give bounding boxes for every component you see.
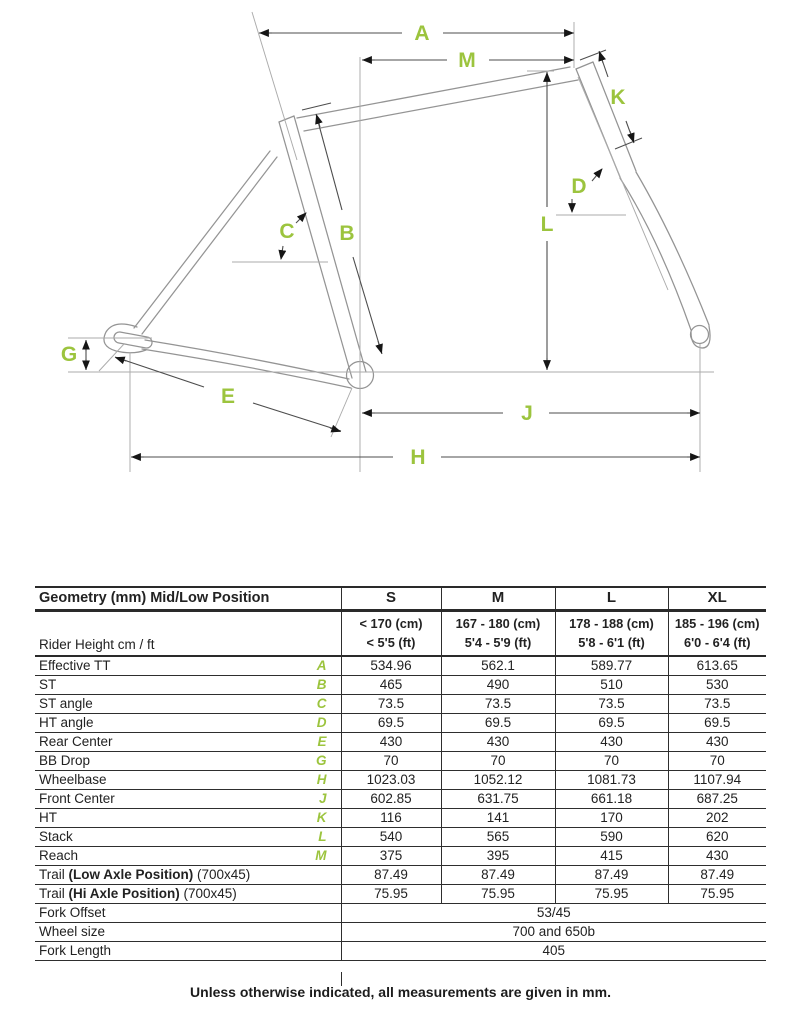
row-label-wrap bbox=[39, 887, 337, 902]
value-cell: 75.95 bbox=[341, 885, 441, 904]
rider-height-cell bbox=[341, 611, 441, 657]
value-cell: 565 bbox=[441, 828, 555, 847]
dim-label-e: E bbox=[220, 385, 236, 408]
row-label: Reach bbox=[39, 847, 79, 863]
table-row bbox=[35, 790, 766, 809]
row-label-cell bbox=[35, 733, 341, 752]
row-label-wrap bbox=[39, 830, 337, 845]
row-label: Rear Center bbox=[39, 733, 113, 749]
row-label: HT angle bbox=[39, 714, 94, 730]
value-cell: 70 bbox=[441, 752, 555, 771]
span-value-cell: 700 and 650b bbox=[341, 923, 766, 942]
value-cell: 590 bbox=[555, 828, 668, 847]
row-label: Front Center bbox=[39, 790, 115, 806]
row-label-cell bbox=[35, 714, 341, 733]
table-row bbox=[35, 885, 766, 904]
table-row bbox=[35, 866, 766, 885]
row-label: HT bbox=[39, 809, 57, 825]
value-cell: 562.1 bbox=[441, 656, 555, 676]
row-label-wrap bbox=[39, 868, 337, 883]
value-cell: 1081.73 bbox=[555, 771, 668, 790]
dim-stack bbox=[541, 72, 554, 370]
table-row bbox=[35, 676, 766, 695]
row-label-cell: Fork Offset bbox=[35, 904, 341, 923]
geometry-letter: K bbox=[316, 809, 327, 825]
row-label-cell bbox=[35, 676, 341, 695]
row-label-cell: Fork Length bbox=[35, 942, 341, 961]
value-cell: 70 bbox=[555, 752, 668, 771]
value-cell: 116 bbox=[341, 809, 441, 828]
row-label-wrap bbox=[39, 678, 337, 693]
row-label-cell bbox=[35, 790, 341, 809]
row-label: ST bbox=[39, 676, 57, 692]
geometry-letter: J bbox=[318, 790, 327, 806]
row-label bbox=[39, 868, 250, 883]
geometry-letter: E bbox=[317, 733, 327, 749]
value-cell: 430 bbox=[555, 733, 668, 752]
dim-front-center bbox=[362, 402, 700, 425]
size-header-l: L bbox=[555, 587, 668, 611]
rider-height-ft: 5'4 - 5'9 (ft) bbox=[464, 634, 532, 650]
value-cell: 375 bbox=[341, 847, 441, 866]
span-value-cell: 405 bbox=[341, 942, 766, 961]
dim-effective-tt bbox=[259, 22, 574, 45]
table-title: Geometry (mm) Mid/Low Position bbox=[35, 587, 341, 611]
row-label-suffix: (700x45) bbox=[179, 885, 237, 901]
table-row bbox=[35, 714, 766, 733]
value-cell: 70 bbox=[668, 752, 766, 771]
value-cell: 75.95 bbox=[668, 885, 766, 904]
value-cell: 69.5 bbox=[555, 714, 668, 733]
value-cell: 87.49 bbox=[668, 866, 766, 885]
row-label-cell bbox=[35, 809, 341, 828]
dim-head-tube bbox=[580, 50, 642, 149]
frame-outline bbox=[104, 62, 710, 389]
dim-label-k: K bbox=[610, 86, 626, 109]
span-value-cell: 53/45 bbox=[341, 904, 766, 923]
row-label: ST angle bbox=[39, 695, 93, 711]
dim-seat-tube bbox=[302, 103, 382, 354]
value-cell: 73.5 bbox=[441, 695, 555, 714]
row-label-wrap bbox=[39, 697, 337, 712]
value-cell: 534.96 bbox=[341, 656, 441, 676]
rider-height-label: Rider Height cm / ft bbox=[35, 611, 341, 657]
value-cell: 70 bbox=[341, 752, 441, 771]
row-label-prefix: Trail bbox=[39, 885, 69, 901]
dim-label-l: L bbox=[540, 213, 554, 236]
row-label-bold: (Low Axle Position) bbox=[68, 866, 194, 882]
dim-label-h: H bbox=[410, 446, 426, 469]
rider-height-cell bbox=[441, 611, 555, 657]
row-label: BB Drop bbox=[39, 752, 91, 768]
value-cell: 75.95 bbox=[555, 885, 668, 904]
dim-label-g: G bbox=[60, 343, 78, 366]
row-label-wrap bbox=[39, 754, 337, 769]
row-label: Effective TT bbox=[39, 657, 111, 673]
dim-st-angle bbox=[279, 213, 306, 259]
rider-height-cm: 185 - 196 (cm) bbox=[674, 615, 760, 631]
value-cell: 141 bbox=[441, 809, 555, 828]
row-label-wrap bbox=[39, 773, 337, 788]
geometry-letter: L bbox=[318, 828, 327, 844]
row-label-cell: Wheel size bbox=[35, 923, 341, 942]
table-row bbox=[35, 847, 766, 866]
rider-height-cell bbox=[555, 611, 668, 657]
geometry-letter: A bbox=[316, 657, 327, 673]
dim-label-a: A bbox=[414, 22, 430, 45]
rider-height-cm: 178 - 188 (cm) bbox=[569, 615, 654, 631]
table-row bbox=[35, 656, 766, 676]
value-cell: 73.5 bbox=[555, 695, 668, 714]
value-cell: 530 bbox=[668, 676, 766, 695]
value-cell: 170 bbox=[555, 809, 668, 828]
row-label-cell bbox=[35, 695, 341, 714]
dim-label-c: C bbox=[279, 220, 295, 243]
value-cell: 430 bbox=[341, 733, 441, 752]
dim-wheelbase bbox=[131, 446, 700, 469]
row-label-cell bbox=[35, 828, 341, 847]
rider-height-ft: 6'0 - 6'4 (ft) bbox=[683, 634, 751, 650]
row-label-cell bbox=[35, 866, 341, 885]
value-cell: 69.5 bbox=[341, 714, 441, 733]
value-cell: 602.85 bbox=[341, 790, 441, 809]
value-cell: 395 bbox=[441, 847, 555, 866]
row-label-cell bbox=[35, 847, 341, 866]
value-cell: 415 bbox=[555, 847, 668, 866]
value-cell: 465 bbox=[341, 676, 441, 695]
value-cell: 430 bbox=[668, 733, 766, 752]
row-label-suffix: (700x45) bbox=[193, 866, 251, 882]
table-span-row bbox=[35, 904, 766, 923]
value-cell: 87.49 bbox=[441, 866, 555, 885]
dim-bb-drop bbox=[61, 340, 86, 370]
rider-height-row bbox=[35, 611, 766, 657]
value-cell: 87.49 bbox=[341, 866, 441, 885]
dim-label-b: B bbox=[339, 222, 355, 245]
value-cell: 1107.94 bbox=[668, 771, 766, 790]
table-row bbox=[35, 752, 766, 771]
row-label: Wheelbase bbox=[39, 771, 107, 787]
table-row bbox=[35, 828, 766, 847]
geometry-letter: M bbox=[315, 847, 327, 863]
value-cell: 1052.12 bbox=[441, 771, 555, 790]
table-span-row bbox=[35, 923, 766, 942]
dim-label-d: D bbox=[571, 175, 587, 198]
row-label-wrap bbox=[39, 716, 337, 731]
rider-height-cm: 167 - 180 (cm) bbox=[455, 615, 541, 631]
size-header-s: S bbox=[341, 587, 441, 611]
table-row bbox=[35, 771, 766, 790]
dim-label-m: M bbox=[458, 49, 476, 72]
value-cell: 661.18 bbox=[555, 790, 668, 809]
row-label-cell bbox=[35, 752, 341, 771]
row-label-wrap bbox=[39, 792, 337, 807]
row-label bbox=[39, 887, 237, 902]
table-row bbox=[35, 695, 766, 714]
value-cell: 202 bbox=[668, 809, 766, 828]
value-cell: 540 bbox=[341, 828, 441, 847]
geometry-letter: C bbox=[316, 695, 327, 711]
rider-height-ft: 5'8 - 6'1 (ft) bbox=[578, 634, 645, 650]
reference-lines bbox=[68, 12, 714, 472]
row-label-wrap bbox=[39, 659, 337, 674]
row-label-wrap bbox=[39, 849, 337, 864]
value-cell: 73.5 bbox=[341, 695, 441, 714]
table-header-row bbox=[35, 587, 766, 611]
dim-ht-angle bbox=[571, 169, 602, 212]
front-dropout bbox=[691, 326, 709, 344]
value-cell: 430 bbox=[441, 733, 555, 752]
table-row bbox=[35, 809, 766, 828]
value-cell: 69.5 bbox=[668, 714, 766, 733]
row-label-wrap bbox=[39, 811, 337, 826]
value-cell: 75.95 bbox=[441, 885, 555, 904]
dim-label-j: J bbox=[521, 402, 533, 425]
value-cell: 510 bbox=[555, 676, 668, 695]
rider-height-ft: < 5'5 (ft) bbox=[366, 634, 416, 650]
value-cell: 87.49 bbox=[555, 866, 668, 885]
value-cell: 589.77 bbox=[555, 656, 668, 676]
value-cell: 73.5 bbox=[668, 695, 766, 714]
bike-geometry-diagram bbox=[0, 0, 800, 500]
geometry-letter: B bbox=[316, 676, 327, 692]
value-cell: 1023.03 bbox=[341, 771, 441, 790]
value-cell: 687.25 bbox=[668, 790, 766, 809]
geometry-letter: D bbox=[316, 714, 327, 730]
dim-rear-center bbox=[115, 357, 341, 431]
row-label-cell bbox=[35, 771, 341, 790]
size-header-m: M bbox=[441, 587, 555, 611]
value-cell: 620 bbox=[668, 828, 766, 847]
geometry-letter: G bbox=[315, 752, 327, 768]
row-label: Stack bbox=[39, 828, 73, 844]
size-header-xl: XL bbox=[668, 587, 766, 611]
table-span-row bbox=[35, 942, 766, 961]
row-label-cell bbox=[35, 656, 341, 676]
row-label-wrap bbox=[39, 735, 337, 750]
value-cell: 613.65 bbox=[668, 656, 766, 676]
geometry-letter: H bbox=[316, 771, 327, 787]
row-label-bold: (Hi Axle Position) bbox=[68, 885, 180, 901]
geometry-table bbox=[35, 586, 766, 961]
rider-height-cm: < 170 (cm) bbox=[359, 615, 423, 631]
value-cell: 490 bbox=[441, 676, 555, 695]
rider-height-cell bbox=[668, 611, 766, 657]
value-cell: 430 bbox=[668, 847, 766, 866]
measurement-footnote: Unless otherwise indicated, all measurements are given in mm. bbox=[190, 984, 611, 1000]
value-cell: 69.5 bbox=[441, 714, 555, 733]
row-label-cell bbox=[35, 885, 341, 904]
row-label-prefix: Trail bbox=[39, 866, 69, 882]
value-cell: 631.75 bbox=[441, 790, 555, 809]
dim-reach bbox=[362, 49, 574, 72]
table-row bbox=[35, 733, 766, 752]
